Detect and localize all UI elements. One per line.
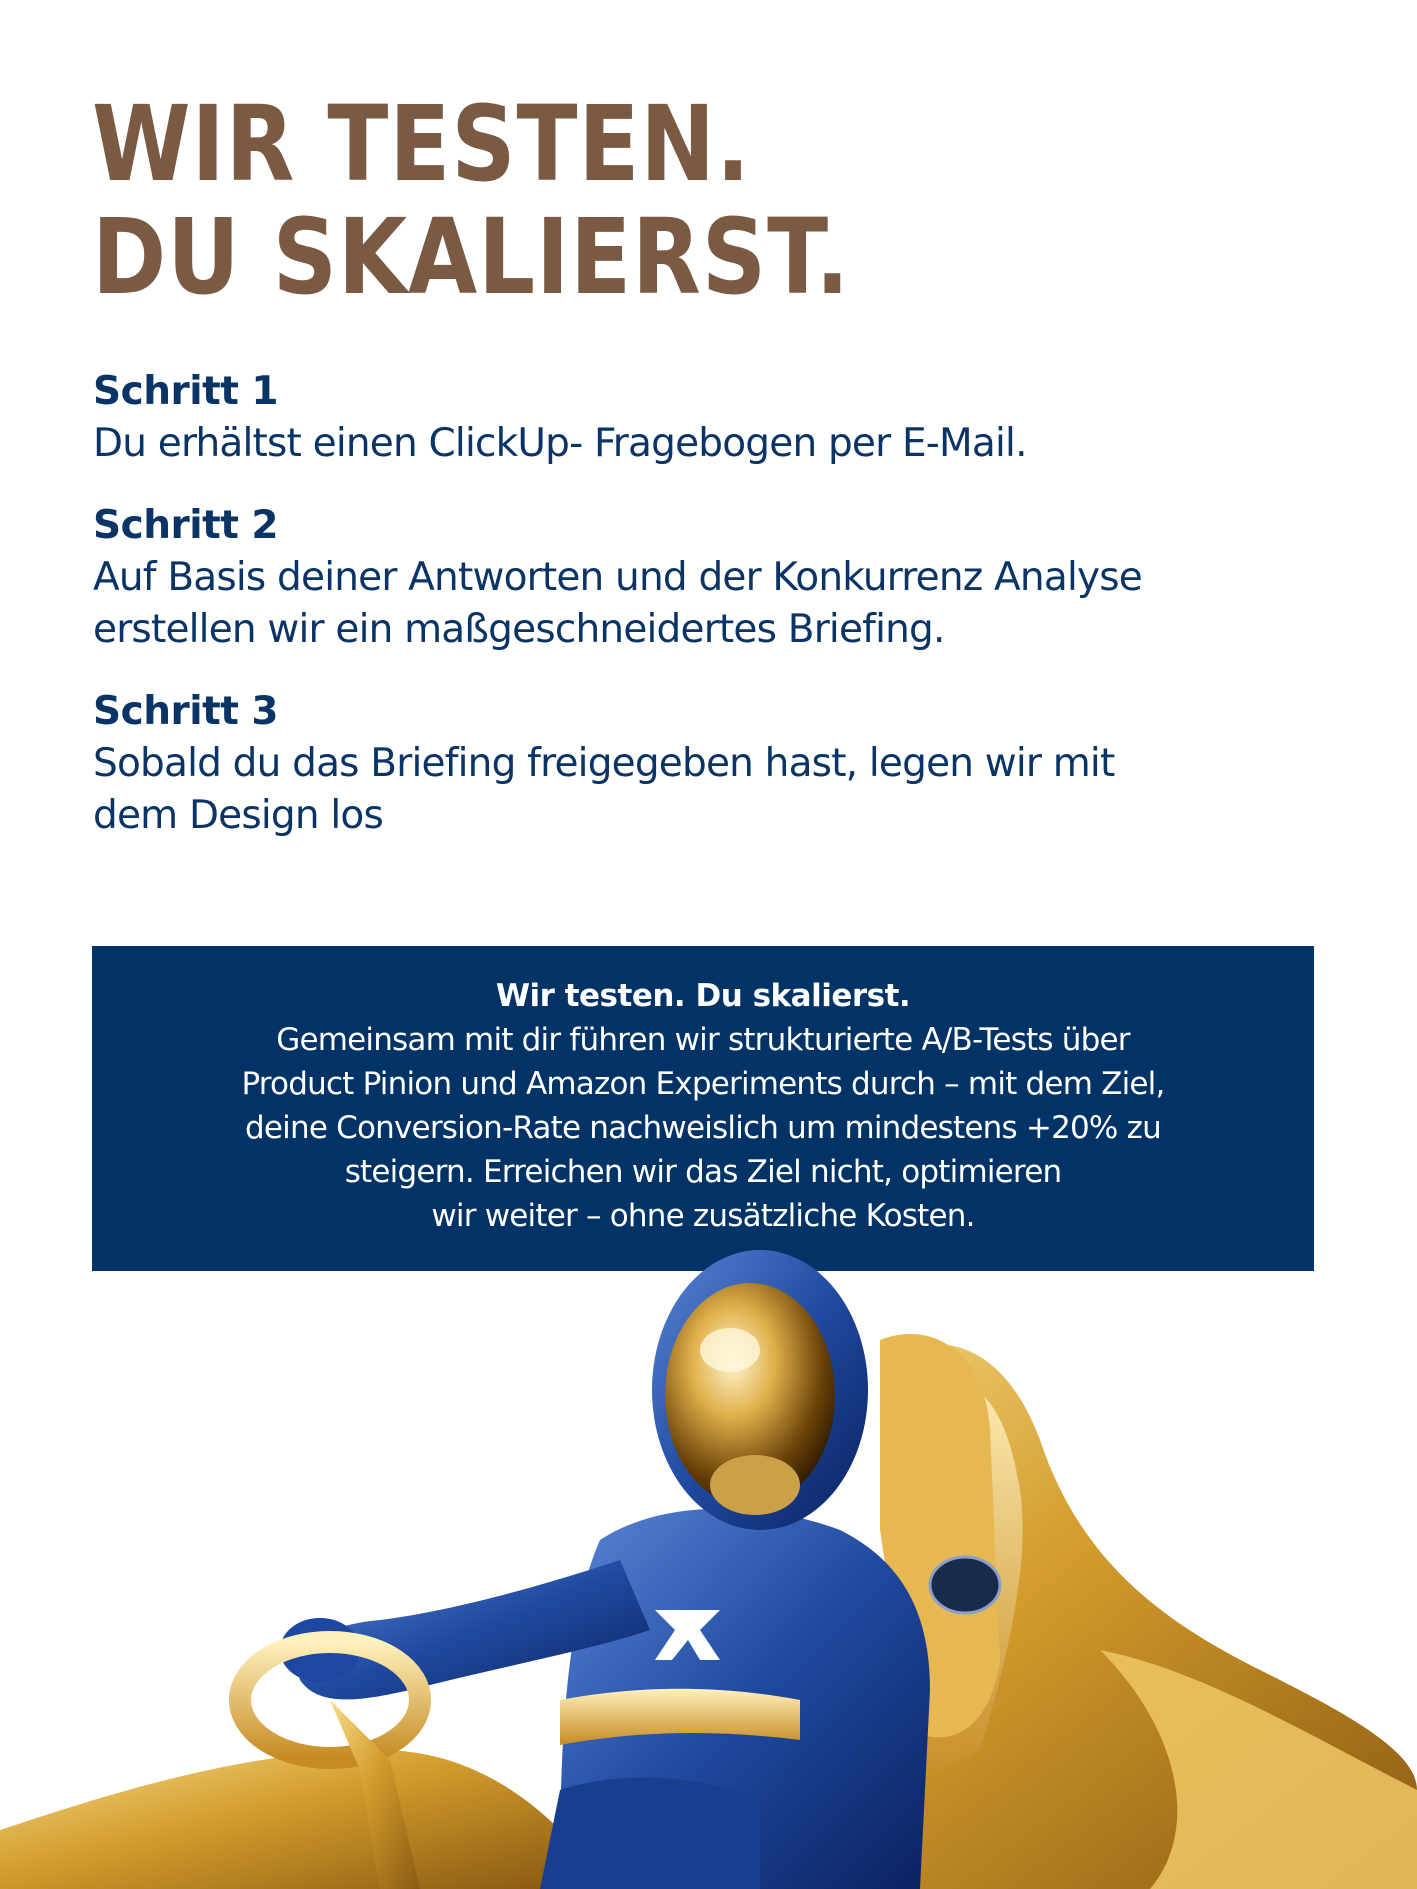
step-1 bbox=[93, 366, 1333, 470]
headline-line-1: WIR TESTEN. bbox=[92, 83, 751, 205]
info-box-title: Wir testen. Du skalierst. bbox=[495, 978, 911, 1014]
astronaut-racer-illustration bbox=[0, 1230, 1417, 1889]
step-2 bbox=[93, 500, 1333, 656]
info-box-line: Product Pinion und Amazon Experiments durch – mit dem Ziel, bbox=[241, 1066, 1165, 1102]
info-box-line: deine Conversion-Rate nachweislich um mindestens +20% zu bbox=[245, 1110, 1161, 1146]
info-box bbox=[92, 946, 1314, 1271]
headline-line-2: DU SKALIERST. bbox=[92, 196, 851, 318]
step-text: Auf Basis deiner Antworten und der Konkurrenz Analyse bbox=[93, 555, 1142, 600]
step-title: Schritt 2 bbox=[93, 503, 279, 548]
steps-list bbox=[93, 366, 1333, 842]
info-box-line: wir weiter – ohne zusätzliche Kosten. bbox=[431, 1198, 975, 1234]
info-box-line: steigern. Erreichen wir das Ziel nicht, optimieren bbox=[344, 1154, 1062, 1190]
headline bbox=[92, 83, 851, 318]
step-3 bbox=[93, 686, 1333, 842]
info-box-line: Gemeinsam mit dir führen wir strukturierte A/B-Tests über bbox=[276, 1022, 1130, 1058]
step-text: erstellen wir ein maßgeschneidertes Briefing. bbox=[93, 607, 945, 652]
step-text: Du erhältst einen ClickUp- Fragebogen per E-Mail. bbox=[93, 421, 1027, 466]
step-text: dem Design los bbox=[93, 793, 384, 838]
step-title: Schritt 1 bbox=[93, 369, 279, 414]
step-title: Schritt 3 bbox=[93, 689, 279, 734]
helmet-icon bbox=[652, 1250, 868, 1530]
step-text: Sobald du das Briefing freigegeben hast, legen wir mit bbox=[93, 741, 1115, 786]
